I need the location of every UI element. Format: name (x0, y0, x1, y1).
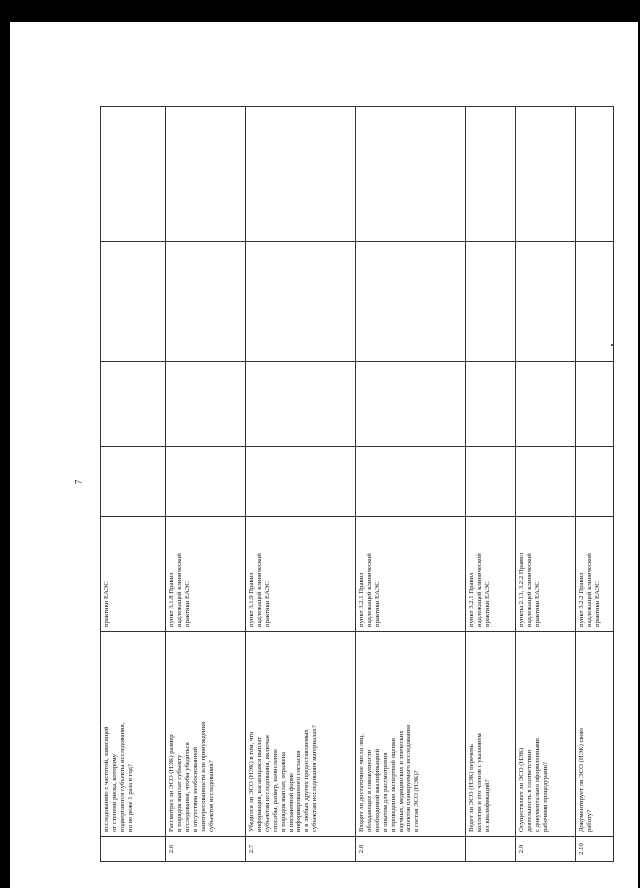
answer-cell (101, 447, 166, 517)
answer-cell (101, 242, 166, 362)
row-number: 2.10 (576, 837, 614, 862)
answer-cell (516, 107, 576, 242)
row-number: 2.8 (356, 837, 466, 862)
row-number: 2.7 (246, 837, 356, 862)
answer-cell (101, 362, 166, 447)
question-cell: исследованию с частотой, зависящей от степени риска, которому подвергаются субъекты исследования, но не реже 1 раза в год? (101, 632, 166, 837)
table-row (576, 107, 614, 862)
reference-cell: практики ЕАЭС (101, 517, 166, 632)
table-row (166, 107, 246, 862)
answer-cell (246, 107, 356, 242)
reference-cell: пункты 2.13, 3.2.2 Правил надлежащей клинической практики ЕАЭС (516, 517, 576, 632)
answer-cell (101, 107, 166, 242)
answer-cell (576, 447, 614, 517)
table-row (246, 107, 356, 862)
row-number (101, 837, 166, 862)
answer-cell (166, 107, 246, 242)
answer-cell (466, 242, 516, 362)
table-row (516, 107, 576, 862)
question-cell: Ведет ли ЭСО (НЭК) перечень коллегии и его членов с указанием их квалификаций? (466, 632, 516, 837)
question-cell: Рассмотрел ли ЭСО (НЭК) размер и порядок выплат субъекту исследования, чтобы убедиться в отсутствии необоснованной заинтересованности или принуждения субъектов исследования? (166, 632, 246, 837)
table-row (356, 107, 466, 862)
reference-cell: пункт 3.2.1 Правил надлежащей клинической практики ЕАЭС (356, 517, 466, 632)
answer-cell (466, 447, 516, 517)
question-cell: Убедился ли ЭСО (НЭК) в том, что информация, касающаяся выплат субъектам исследования, включая способы, размер, начисление и порядок выплат, отражена в письменной форме информированного согласия и в любых других предоставляемых субъектам исследования материалах? (246, 632, 356, 837)
answer-cell (516, 362, 576, 447)
answer-cell (246, 362, 356, 447)
answer-cell (166, 362, 246, 447)
question-cell: Входит ли достаточное число лиц, обладающих в совокупности необходимой квалификацией и опытом для рассмотрения и проведения экспертной оценки научных, медицинских и этических аспектов планируемого исследования в состав ЭСО (НЭК)? (356, 632, 466, 837)
row-number (466, 837, 516, 862)
table-row (466, 107, 516, 862)
answer-cell (246, 447, 356, 517)
reference-cell: пункт 3.1.8 Правил надлежащей клинической практики ЕАЭС (166, 517, 246, 632)
question-cell: Документирует ли ЭСО (НЭК) свою работу? (576, 632, 614, 837)
reference-cell: пункт 3.1.9 Правил надлежащей клинической практики ЕАЭС (246, 517, 356, 632)
question-cell: Осуществляет ли ЭСО (НЭК) деятельность в соответствии с документально оформленными рабочими процедурами? (516, 632, 576, 837)
answer-cell (466, 362, 516, 447)
answer-cell (166, 447, 246, 517)
answer-cell (246, 242, 356, 362)
answer-cell (576, 107, 614, 242)
row-number: 2.9 (516, 837, 576, 862)
answer-cell (466, 107, 516, 242)
answer-cell (576, 362, 614, 447)
answer-cell (516, 447, 576, 517)
answer-cell (356, 362, 466, 447)
answer-cell (356, 107, 466, 242)
row-number: 2.6 (166, 837, 246, 862)
reference-cell: пункт 3.2.2 Правил надлежащей клинической практики ЕАЭС (576, 517, 614, 632)
answer-cell (356, 242, 466, 362)
answer-cell (576, 242, 614, 362)
page-number: 7 (73, 479, 84, 485)
table-row (101, 107, 166, 862)
answer-cell (356, 447, 466, 517)
checklist-table (100, 106, 614, 862)
answer-cell (516, 242, 576, 362)
document-page (10, 22, 638, 888)
reference-cell: пункт 3.2.1 Правил надлежащей клинической практики ЕАЭС (466, 517, 516, 632)
answer-cell (166, 242, 246, 362)
